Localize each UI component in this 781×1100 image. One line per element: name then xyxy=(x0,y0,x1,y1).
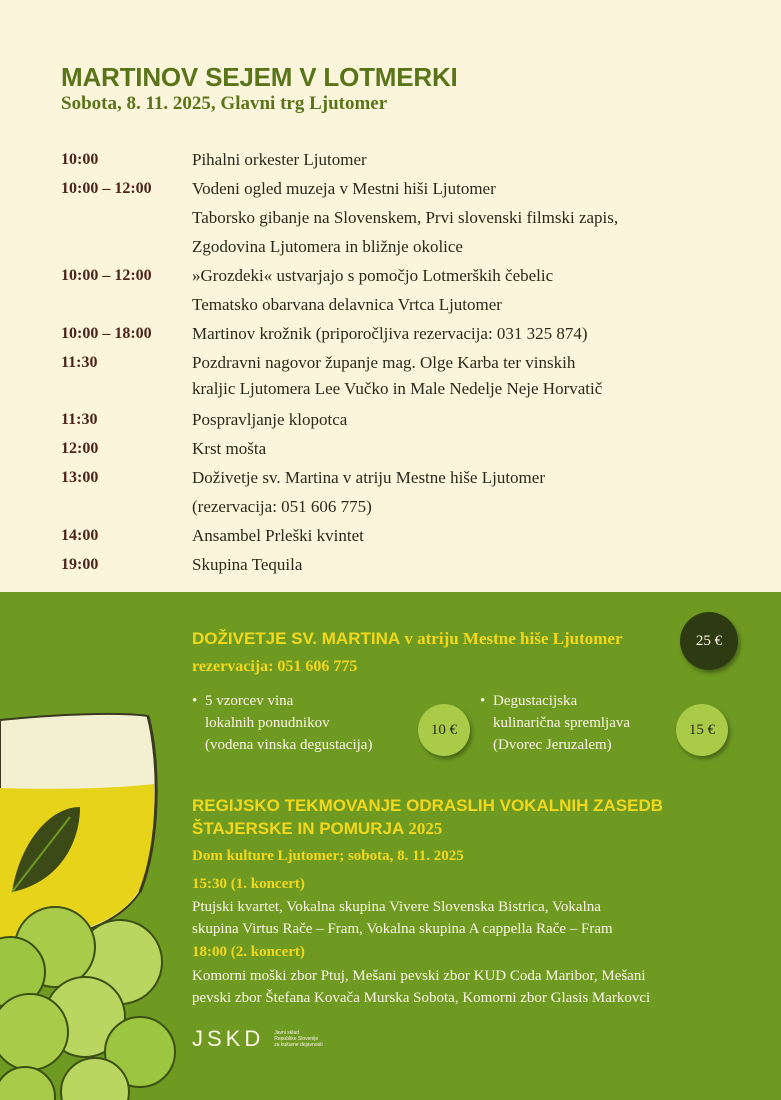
price-badge: 15 € xyxy=(676,704,728,756)
info-section xyxy=(0,592,781,1100)
schedule-desc: Tematsko obarvana delavnica Vrtca Ljutomer xyxy=(192,295,502,314)
bullet-icon: • xyxy=(192,693,198,709)
price-badge: 25 € xyxy=(680,612,738,670)
schedule-desc: Taborsko gibanje na Slovenskem, Prvi slovenski filmski zapis, xyxy=(192,208,619,227)
bullet-item: • 5 vzorcev vina lokalnih ponudnikov (vodena vinska degustacija) xyxy=(205,690,372,756)
concert-performers: Komorni moški zbor Ptuj, Mešani pevski zbor KUD Coda Maribor, Mešani pevski zbor Štefana Kovača Murska Sobota, Komorni zbor Glasis Markovci xyxy=(192,968,651,1006)
schedule-row xyxy=(61,405,761,434)
schedule-desc: (rezervacija: 051 606 775) xyxy=(192,497,372,516)
schedule-row xyxy=(61,434,761,463)
schedule-desc: Martinov krožnik (priporočljiva rezervacija: 031 325 874) xyxy=(192,324,588,343)
schedule-time: 10:00 – 12:00 xyxy=(61,267,152,284)
schedule-row xyxy=(61,463,761,521)
schedule-desc: Pospravljanje klopotca xyxy=(192,410,348,429)
schedule-desc: Vodeni ogled muzeja v Mestni hiši Ljutomer xyxy=(192,179,496,198)
concert-heading: 18:00 (2. koncert) xyxy=(192,944,305,960)
schedule-desc: Skupina Tequila xyxy=(192,555,303,574)
schedule-row xyxy=(61,521,761,550)
bullet-item: • Degustacijska kulinarična spremljava (Dvorec Jeruzalem) xyxy=(493,690,630,756)
concert-heading: 15:30 (1. koncert) xyxy=(192,876,305,892)
schedule-time: 12:00 xyxy=(61,440,99,457)
bullet-icon: • xyxy=(480,693,486,709)
concert-performers: Ptujski kvartet, Vokalna skupina Vivere Slovenska Bistrica, Vokalna skupina Virtus Rače – Fram, Vokalna skupina A cappella Rače – Fram xyxy=(192,899,613,937)
schedule-row xyxy=(61,261,761,319)
schedule-time: 19:00 xyxy=(61,556,99,573)
schedule-desc: Pozdravni nagovor županje mag. Olge Karba ter vinskih xyxy=(192,353,576,372)
page-title: MARTINOV SEJEM V LOTMERKI xyxy=(61,62,458,92)
wine-glass-illustration xyxy=(0,592,190,1100)
schedule-time: 10:00 xyxy=(61,151,99,168)
jskd-logo xyxy=(192,1026,344,1052)
schedule-desc: Pihalni orkester Ljutomer xyxy=(192,150,367,169)
competition-subtitle: Dom kulture Ljutomer; sobota, 8. 11. 2025 xyxy=(192,848,464,864)
schedule-desc: Doživetje sv. Martina v atriju Mestne hiše Ljutomer xyxy=(192,468,545,487)
martin-reservation: rezervacija: 051 606 775 xyxy=(192,658,358,675)
schedule-time: 10:00 – 12:00 xyxy=(61,180,152,197)
schedule-row xyxy=(61,550,761,579)
schedule-row xyxy=(61,145,761,174)
schedule-desc: kraljic Ljutomera Lee Vučko in Male Nedelje Neje Horvatič xyxy=(192,379,603,398)
schedule-row xyxy=(61,174,761,261)
schedule-desc: Ansambel Prleški kvintet xyxy=(192,526,364,545)
price-badge: 10 € xyxy=(418,704,470,756)
schedule-desc: »Grozdeki« ustvarjajo s pomočjo Lotmerških čebelic xyxy=(192,266,554,285)
schedule-row xyxy=(61,319,761,348)
schedule-time: 11:30 xyxy=(61,411,98,428)
schedule-desc: Krst mošta xyxy=(192,439,267,458)
competition-title: REGIJSKO TEKMOVANJE ODRASLIH VOKALNIH ZASEDB ŠTAJERSKE IN POMURJA 2025 xyxy=(192,796,664,838)
martin-title: DOŽIVETJE SV. MARTINA v atriju Mestne hiše Ljutomer xyxy=(192,629,623,648)
page-subtitle: Sobota, 8. 11. 2025, Glavni trg Ljutomer xyxy=(61,93,388,114)
schedule-time: 10:00 – 18:00 xyxy=(61,325,152,342)
schedule-time: 11:30 xyxy=(61,354,98,371)
schedule-row xyxy=(61,350,761,402)
logo-mark: JSKD xyxy=(192,1026,265,1051)
schedule-time: 14:00 xyxy=(61,527,99,544)
grapes-icon xyxy=(0,907,175,1100)
logo-text: Javni sklad Republike Slovenije za kulturne dejavnosti xyxy=(274,1030,323,1048)
schedule-desc: Zgodovina Ljutomera in bližnje okolice xyxy=(192,237,463,256)
schedule-time: 13:00 xyxy=(61,469,99,486)
schedule-list xyxy=(61,145,761,579)
